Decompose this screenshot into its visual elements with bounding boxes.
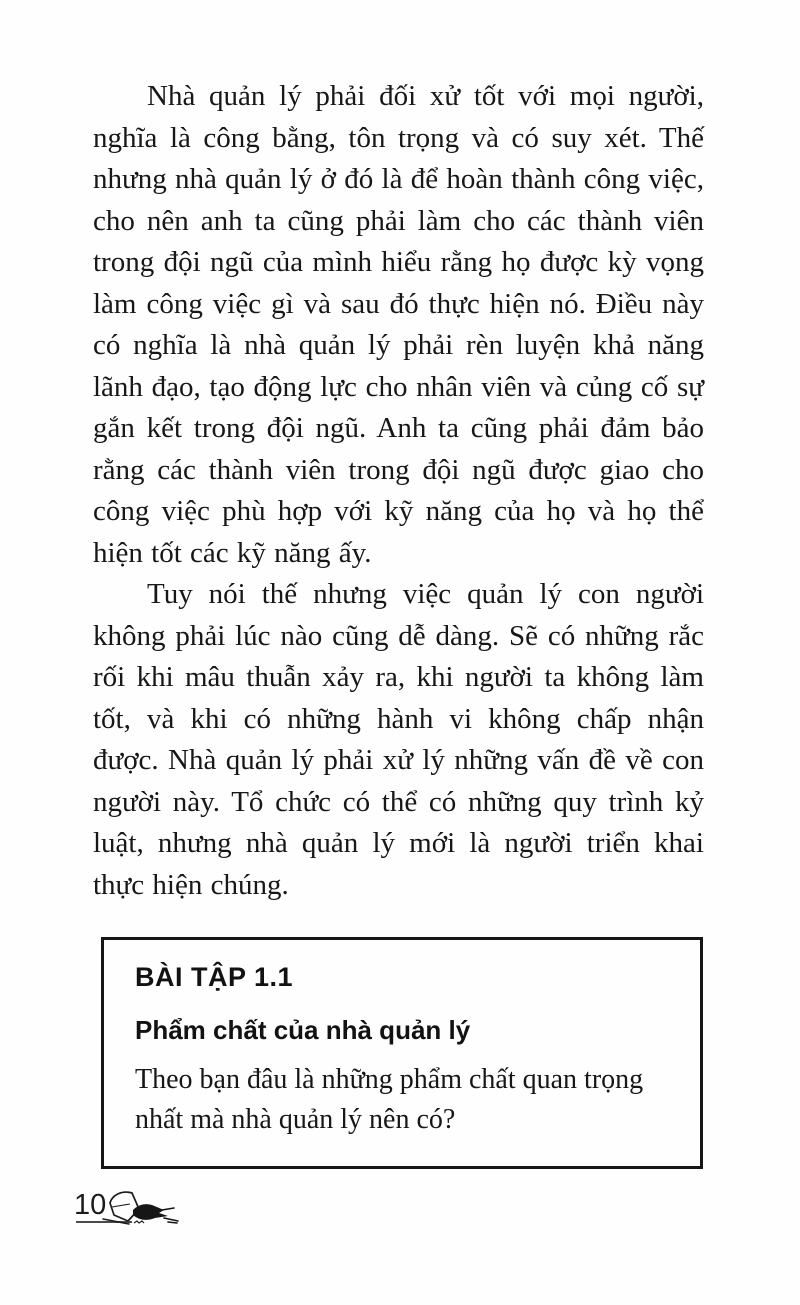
paragraph-managers-duties: Nhà quản lý phải đối xử tốt với mọi người, nghĩa là công bằng, tôn trọng và có suy xét. Thế nhưng nhà quản lý ở đó là để hoàn thành công việc, cho nên anh ta cũng phải làm cho các thành viên trong đội ngũ của mình hiểu rằng họ được kỳ vọng làm công việc gì và sau đó thực hiện nó. Điều này có nghĩa là nhà quản lý phải rèn luyện khả năng lãnh đạo, tạo động lực cho nhân viên và củng cố sự gắn kết trong đội ngũ. Anh ta cũng phải đảm bảo rằng các thành viên trong đội ngũ được giao cho công việc phù hợp với kỹ năng của họ và họ thể hiện tốt các kỹ năng ấy. bbox=[93, 80, 704, 569]
paragraph-managing-people-difficulty: Tuy nói thế nhưng việc quản lý con người không phải lúc nào cũng dễ dàng. Sẽ có những rắc rối khi mâu thuẫn xảy ra, khi người ta không làm tốt, và khi có những hành vi không chấp nhận được. Nhà quản lý phải xử lý những vấn đề về con người này. Tổ chức có thể có những quy trình kỷ luật, nhưng nhà quản lý mới là người triển khai thực hiện chúng. bbox=[93, 578, 704, 901]
exercise-box-subtitle: Phẩm chất của nhà quản lý bbox=[135, 1015, 471, 1046]
exercise-box-question: Theo bạn đâu là những phẩm chất quan trọng nhất mà nhà quản lý nên có? bbox=[135, 1063, 644, 1135]
ink-pen-doodle-icon bbox=[102, 1188, 186, 1230]
body-text-block bbox=[93, 76, 704, 1169]
exercise-box bbox=[101, 937, 703, 1169]
page-number: 10 bbox=[74, 1189, 107, 1221]
exercise-box-title: BÀI TẬP 1.1 bbox=[135, 962, 294, 992]
